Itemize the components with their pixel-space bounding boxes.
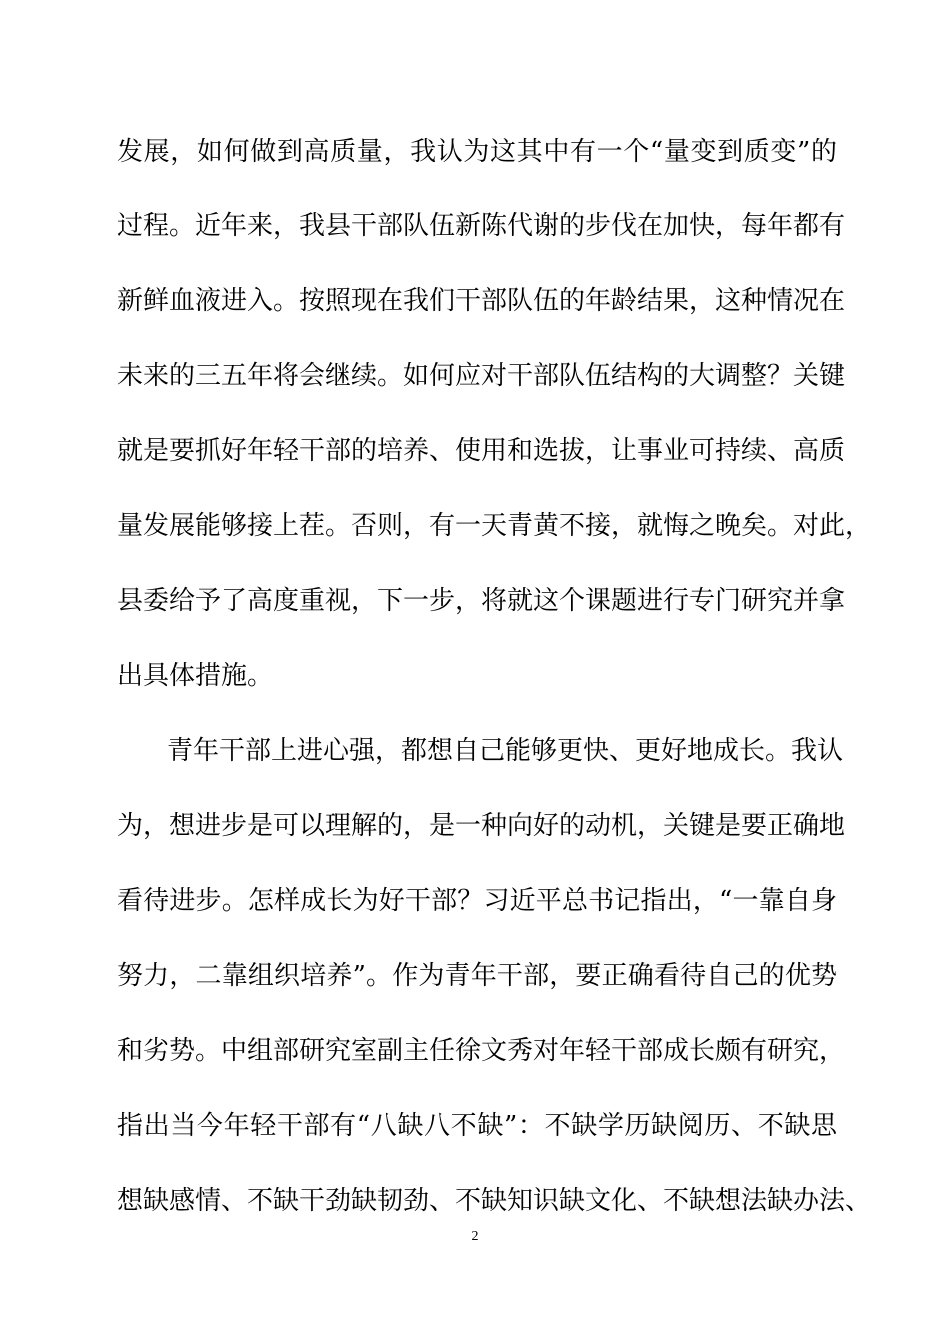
text-line-7: 县委给予了高度重视，下一步，将就这个课题进行专门研究并拿 bbox=[117, 586, 846, 616]
text-line-11: 看待进步。怎样成长为好干部？习近平总书记指出，“一靠自身 bbox=[117, 886, 837, 916]
text-line-12: 努力，二靠组织培养”。作为青年干部，要正确看待自己的优势 bbox=[117, 961, 837, 991]
page-number: 2 bbox=[471, 1229, 479, 1244]
text-line-1: 发展，如何做到高质量，我认为这其中有一个“量变到质变”的 bbox=[117, 137, 837, 167]
text-line-6: 量发展能够接上茬。否则，有一天青黄不接，就悔之晚矣。对此， bbox=[117, 511, 872, 541]
text-line-8: 出具体措施。 bbox=[117, 661, 274, 691]
text-line-14: 指出当今年轻干部有“八缺八不缺”：不缺学历缺阅历、不缺思 bbox=[117, 1111, 837, 1141]
text-line-15: 想缺感情、不缺干劲缺韧劲、不缺知识缺文化、不缺想法缺办法、 bbox=[117, 1186, 872, 1216]
text-line-2: 过程。近年来，我县干部队伍新陈代谢的步伐在加快，每年都有 bbox=[117, 211, 846, 241]
text-line-3: 新鲜血液进入。按照现在我们干部队伍的年龄结果，这种情况在 bbox=[117, 286, 846, 316]
text-line-13: 和劣势。中组部研究室副主任徐文秀对年轻干部成长颇有研究， bbox=[117, 1036, 846, 1066]
text-line-4: 未来的三五年将会继续。如何应对干部队伍结构的大调整？关键 bbox=[117, 361, 846, 391]
text-line-5: 就是要抓好年轻干部的培养、使用和选拔，让事业可持续、高质 bbox=[117, 436, 846, 466]
text-line-10: 为，想进步是可以理解的，是一种向好的动机，关键是要正确地 bbox=[117, 811, 846, 841]
text-line-9: 青年干部上进心强，都想自己能够更快、更好地成长。我认 bbox=[167, 736, 844, 766]
